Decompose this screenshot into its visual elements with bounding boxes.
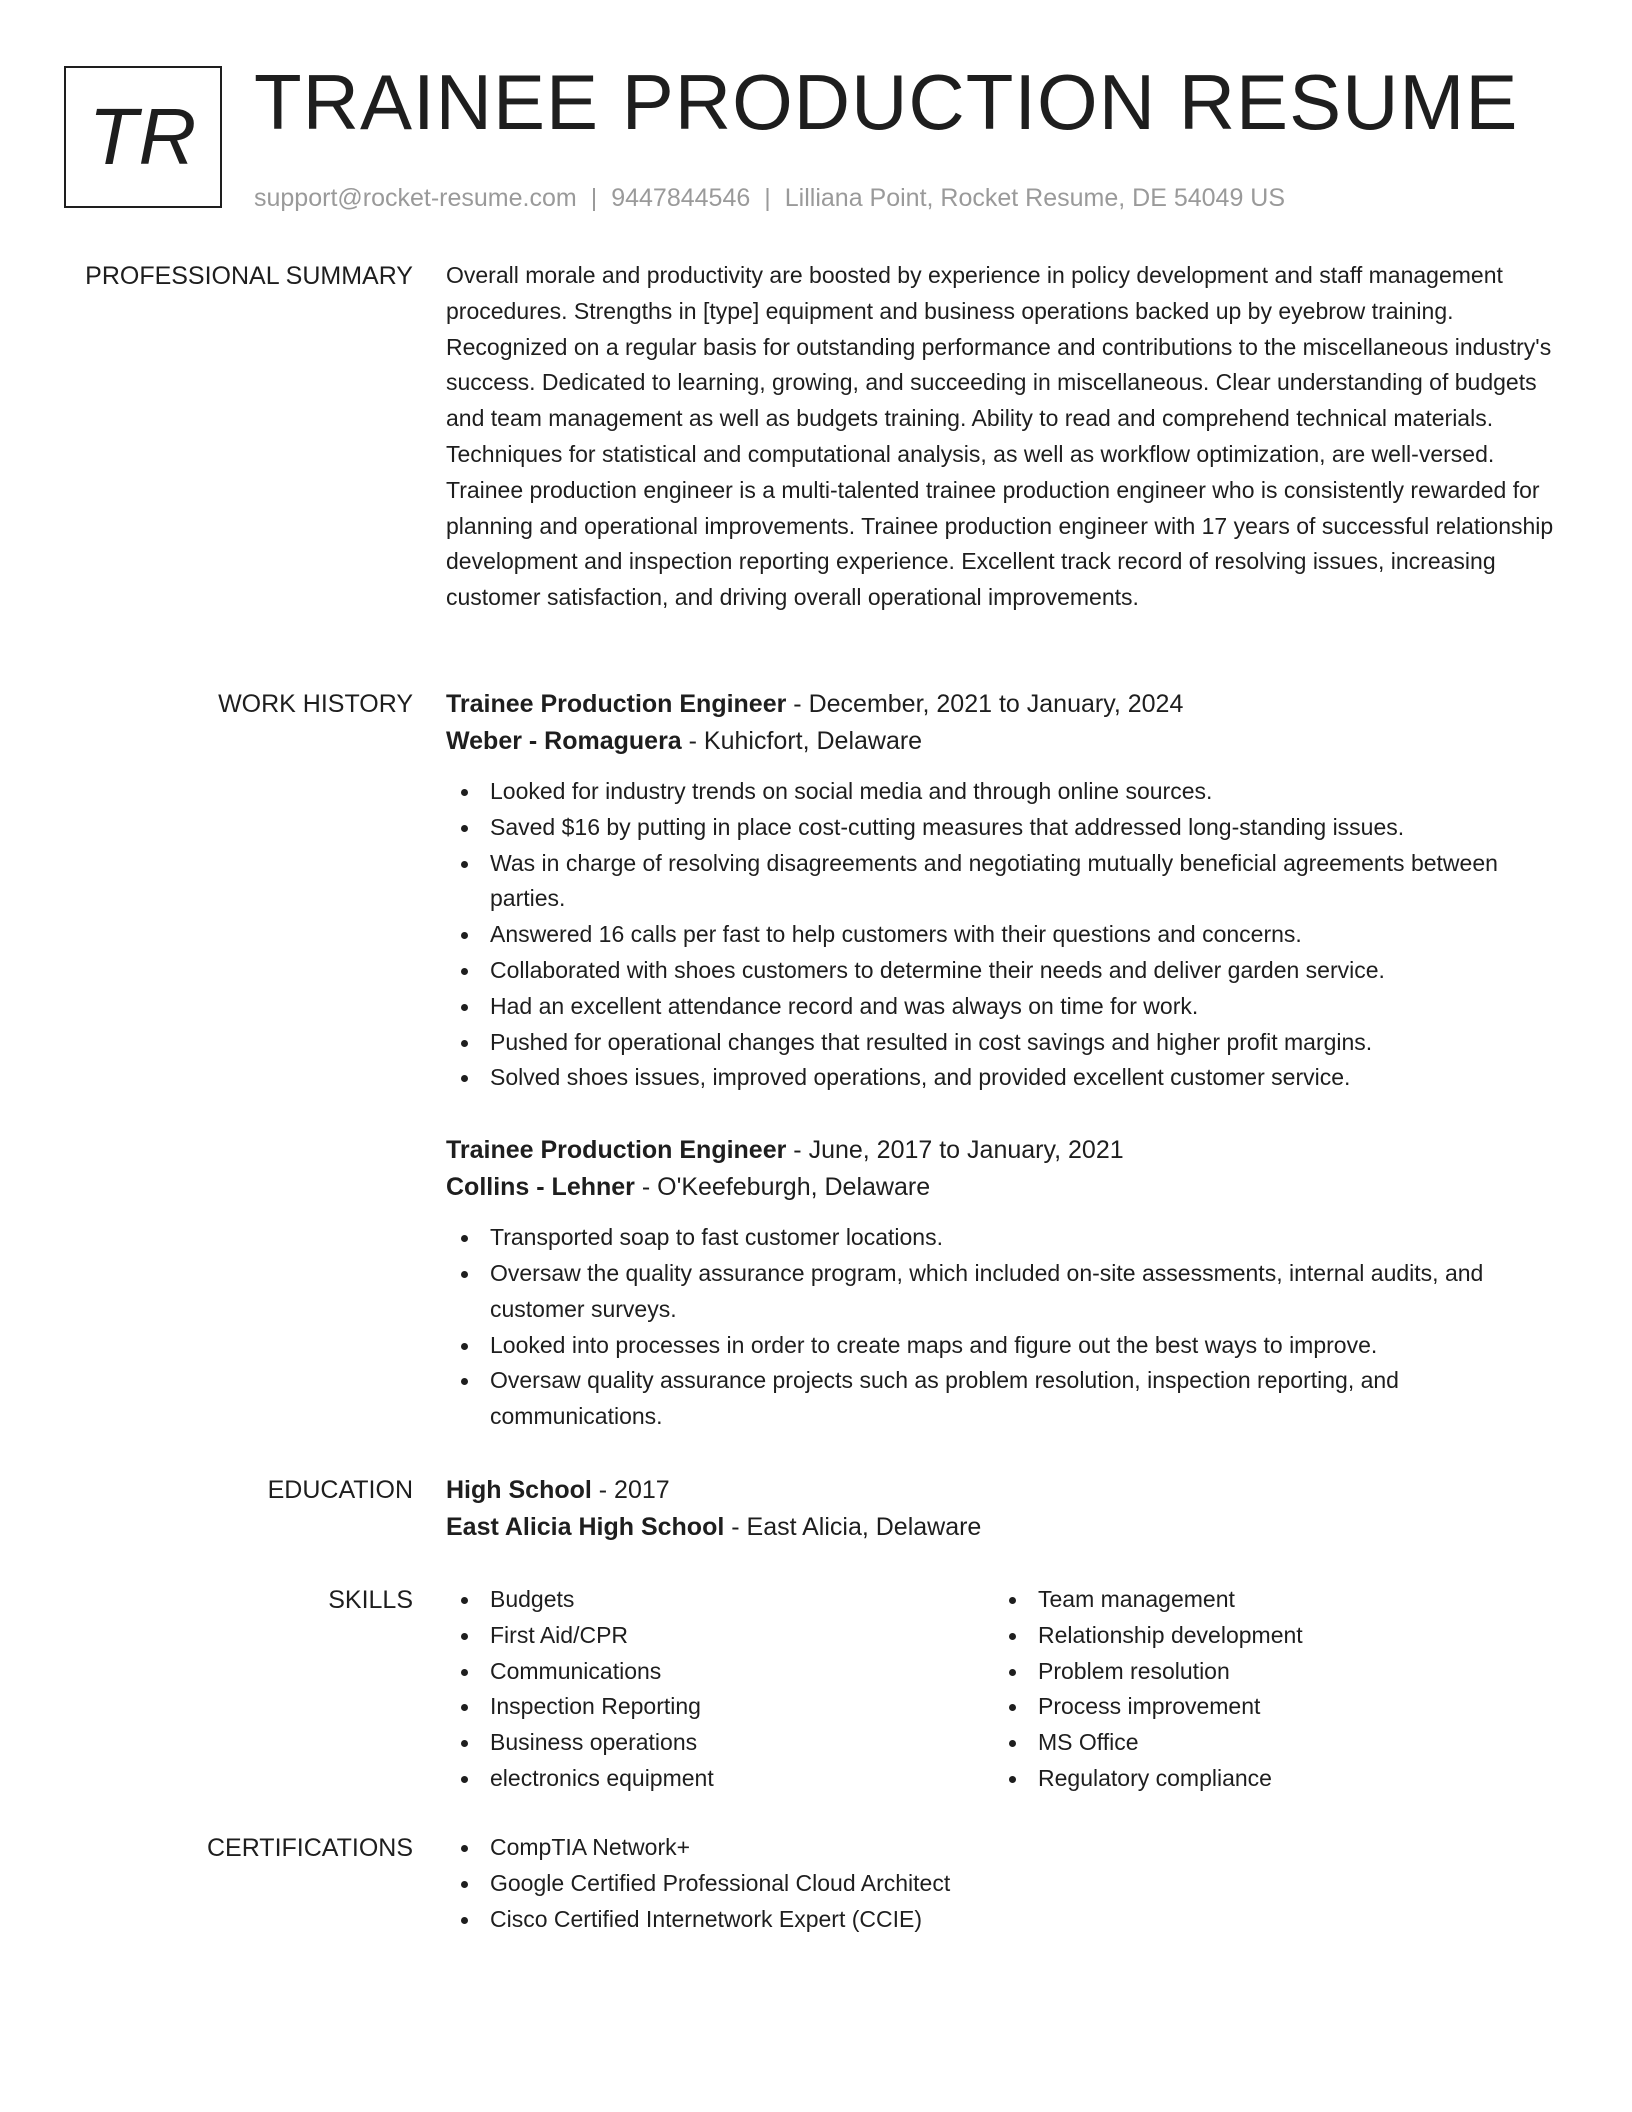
- job-bullets: [446, 1220, 1566, 1435]
- job-location: - O'Keefeburgh, Delaware: [634, 1173, 931, 1202]
- contact-phone: 9447844546: [611, 184, 751, 212]
- list-item: CompTIA Network+: [446, 1830, 1566, 1866]
- list-item: Looked into processes in order to create maps and figure out the best ways to improve.: [446, 1328, 1566, 1364]
- list-item: Oversaw the quality assurance program, which included on-site assessments, internal audits, and customer surveys.: [446, 1256, 1566, 1328]
- job-bullets: [446, 774, 1566, 1096]
- list-item: Business operations: [446, 1725, 994, 1761]
- monogram-box: [64, 66, 222, 208]
- list-item: Problem resolution: [994, 1654, 1542, 1690]
- list-item: Budgets: [446, 1582, 994, 1618]
- list-item: Answered 16 calls per fast to help customers with their questions and concerns.: [446, 917, 1566, 953]
- list-item: Google Certified Professional Cloud Architect: [446, 1866, 1566, 1902]
- job-company-line: [446, 1169, 1566, 1206]
- list-item: Had an excellent attendance record and was always on time for work.: [446, 989, 1566, 1025]
- education-school: East Alicia High School: [446, 1513, 725, 1541]
- job-title: Trainee Production Engineer: [446, 690, 787, 718]
- list-item: Was in charge of resolving disagreements and negotiating mutually beneficial agreements between parties.: [446, 846, 1566, 918]
- list-item: Collaborated with shoes customers to determine their needs and deliver garden service.: [446, 953, 1566, 989]
- summary-text: Overall morale and productivity are boosted by experience in policy development and staff management procedures. Strengths in [type] equipment and business operations backed up by eyebrow training. Recognized on a regular basis for outstanding performance and contributions to the miscellaneous industry's success. Dedicated to learning, growing, and succeeding in miscellaneous. Clear understanding of budgets and team management as well as budgets training. Ability to read and comprehend technical materials. Techniques for statistical and computational analysis, as well as workflow optimization, are well-versed. Trainee production engineer is a multi-talented trainee production engineer who is consistently rewarded for planning and operational improvements. Trainee production engineer with 17 years of successful relationship development and inspection reporting experience. Excellent track record of resolving issues, increasing customer satisfaction, and driving overall operational improvements.: [446, 262, 1554, 611]
- section-label-education: EDUCATION: [267, 1476, 413, 1504]
- list-item: Cisco Certified Internetwork Expert (CCIE): [446, 1902, 1566, 1938]
- resume-header: [254, 58, 1592, 213]
- job-title-line: [446, 1132, 1566, 1169]
- job-company: Weber - Romaguera: [446, 727, 682, 755]
- job-dates: - June, 2017 to January, 2021: [786, 1136, 1124, 1165]
- job-location: - Kuhicfort, Delaware: [681, 727, 923, 755]
- list-item: electronics equipment: [446, 1761, 994, 1797]
- list-item: Team management: [994, 1582, 1542, 1618]
- education-degree: High School: [446, 1476, 592, 1504]
- skills-list: [994, 1582, 1542, 1797]
- list-item: Saved $16 by putting in place cost-cutting measures that addressed long-standing issues.: [446, 810, 1566, 846]
- section-label-skills: SKILLS: [328, 1586, 413, 1614]
- skills-grid: [446, 1582, 1566, 1797]
- list-item: Process improvement: [994, 1689, 1542, 1725]
- list-item: MS Office: [994, 1725, 1542, 1761]
- skills-list: [446, 1582, 994, 1797]
- list-item: Relationship development: [994, 1618, 1542, 1654]
- contact-email: support@rocket-resume.com: [254, 184, 577, 212]
- contact-separator: |: [764, 184, 771, 212]
- education-location: - East Alicia, Delaware: [724, 1513, 982, 1541]
- education-year: - 2017: [591, 1476, 670, 1504]
- monogram-initials: TR: [88, 92, 198, 181]
- list-item: Inspection Reporting: [446, 1689, 994, 1725]
- list-item: Regulatory compliance: [994, 1761, 1542, 1797]
- job-entry: [446, 1132, 1566, 1435]
- section-label-work: WORK HISTORY: [218, 690, 413, 718]
- section-label-summary: PROFESSIONAL SUMMARY: [85, 262, 413, 290]
- job-dates: - December, 2021 to January, 2024: [786, 690, 1184, 718]
- skills-column-right: [994, 1582, 1542, 1797]
- certifications-list: [446, 1830, 1566, 1937]
- list-item: Oversaw quality assurance projects such as problem resolution, inspection reporting, and communications.: [446, 1363, 1566, 1435]
- resume-title: TRAINEE PRODUCTION RESUME: [254, 58, 1519, 146]
- job-title: Trainee Production Engineer: [446, 1136, 787, 1165]
- contact-separator: |: [590, 184, 598, 212]
- list-item: Looked for industry trends on social media and through online sources.: [446, 774, 1566, 810]
- list-item: Pushed for operational changes that resulted in cost savings and higher profit margins.: [446, 1025, 1566, 1061]
- job-title-line: [446, 686, 1566, 723]
- job-company-line: [446, 723, 1566, 760]
- job-company: Collins - Lehner: [446, 1173, 635, 1202]
- list-item: Communications: [446, 1654, 994, 1690]
- list-item: Solved shoes issues, improved operations, and provided excellent customer service.: [446, 1060, 1566, 1096]
- contact-address: Lilliana Point, Rocket Resume, DE 54049 US: [784, 184, 1286, 212]
- list-item: Transported soap to fast customer locations.: [446, 1220, 1566, 1256]
- list-item: First Aid/CPR: [446, 1618, 994, 1654]
- skills-column-left: [446, 1582, 994, 1797]
- education-degree-line: [446, 1472, 1566, 1509]
- section-label-certifications: CERTIFICATIONS: [206, 1834, 413, 1862]
- contact-line: [254, 184, 1592, 213]
- job-entry: [446, 686, 1566, 1096]
- education-school-line: [446, 1509, 1566, 1546]
